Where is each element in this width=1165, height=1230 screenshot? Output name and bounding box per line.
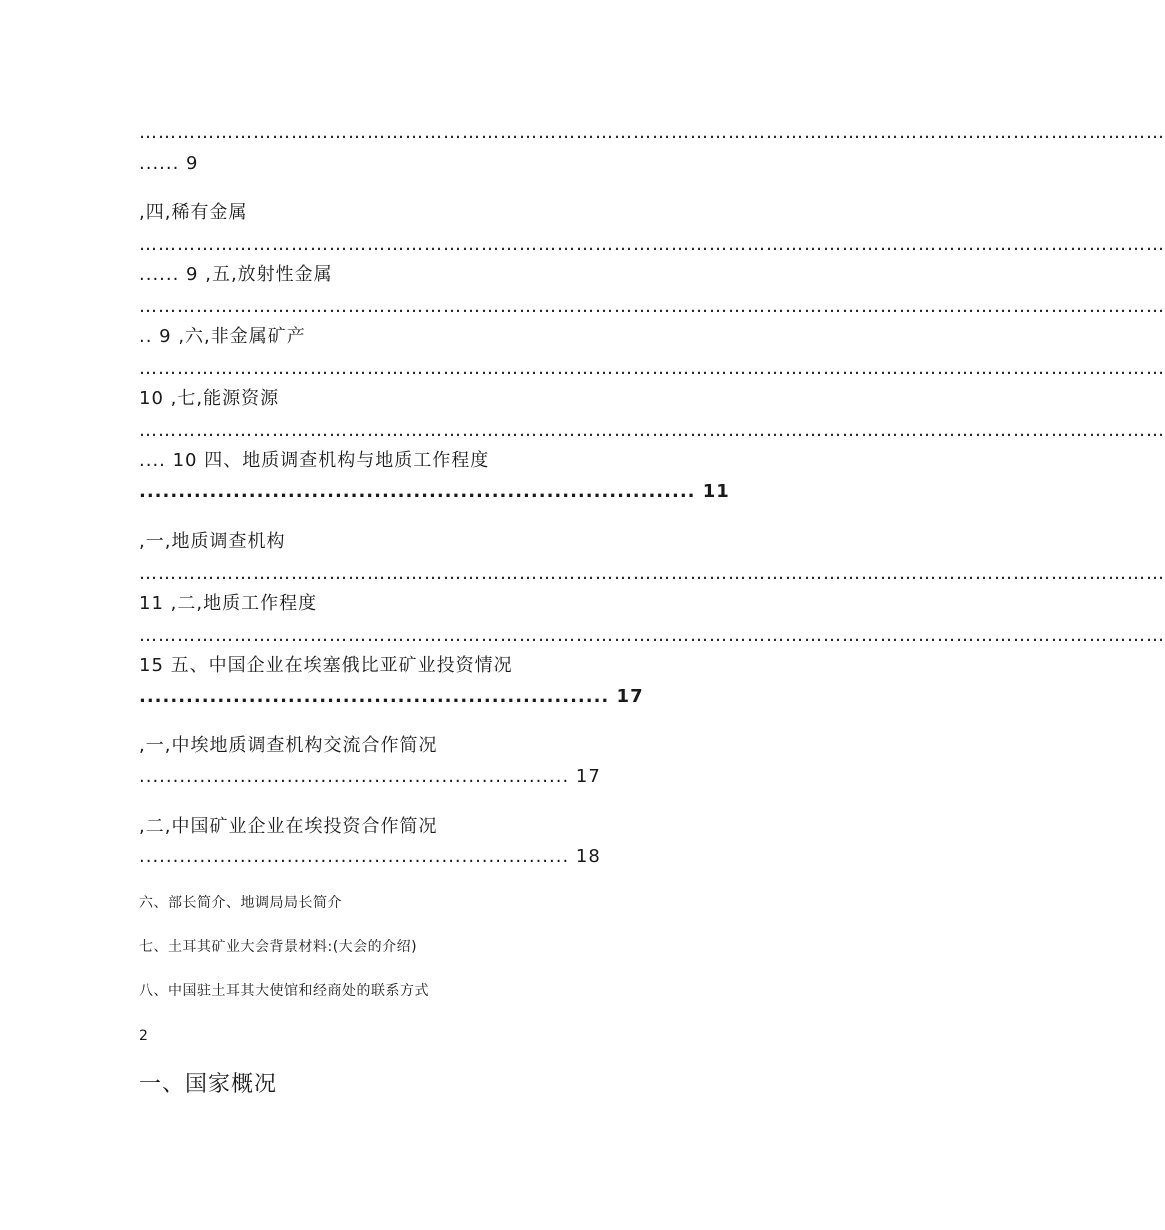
page-number: 2 bbox=[139, 1028, 149, 1044]
toc-dots: ……………………………………………………………………………………………………………………………………………… bbox=[139, 358, 1165, 379]
toc-line: 六、部长简介、地调局局长简介 bbox=[139, 895, 342, 911]
section-title: 一、国家概况 bbox=[139, 1072, 278, 1097]
toc-dots: ……………………………………………………………………………………………………………………………………………… bbox=[139, 296, 1165, 317]
toc-dots: ……………………………………………………………………………………………………………………………………………… bbox=[139, 234, 1165, 255]
toc-line: 15 五、中国企业在埃塞俄比亚矿业投资情况 bbox=[139, 655, 513, 676]
toc-dots: ……………………………………………………………………………………………………………………………………………… bbox=[139, 420, 1165, 441]
toc-line: ,四,稀有金属 bbox=[139, 202, 248, 223]
toc-line: 八、中国驻土耳其大使馆和经商处的联系方式 bbox=[139, 983, 429, 999]
toc-line: 七、土耳其矿业大会背景材料:(大会的介绍) bbox=[139, 939, 418, 955]
toc-line: .... 10 四、地质调查机构与地质工作程度 bbox=[139, 450, 490, 471]
toc-line: ............................................................ 17 bbox=[139, 686, 644, 707]
toc-dots: ……………………………………………………………………………………………………………………………………………… bbox=[139, 625, 1165, 646]
toc-line: ,一,地质调查机构 bbox=[139, 531, 286, 552]
toc-line: ,二,中国矿业企业在埃投资合作简况 bbox=[139, 816, 438, 837]
toc-line: 10 ,七,能源资源 bbox=[139, 388, 280, 409]
toc-dots: ……………………………………………………………………………………………………………………………………………… bbox=[139, 122, 1165, 143]
toc-line: ....................................................................... 11 bbox=[139, 481, 730, 502]
toc-dots: ……………………………………………………………………………………………………………………………………………… bbox=[139, 563, 1165, 584]
toc-line: ................................................................ 17 bbox=[139, 766, 601, 787]
toc-line: ...... 9 bbox=[139, 153, 199, 174]
toc-line: ...... 9 ,五,放射性金属 bbox=[139, 264, 333, 285]
toc-line: .. 9 ,六,非金属矿产 bbox=[139, 326, 306, 347]
toc-line: ................................................................ 18 bbox=[139, 846, 601, 867]
toc-line: ,一,中埃地质调查机构交流合作简况 bbox=[139, 735, 438, 756]
toc-line: 11 ,二,地质工作程度 bbox=[139, 593, 318, 614]
